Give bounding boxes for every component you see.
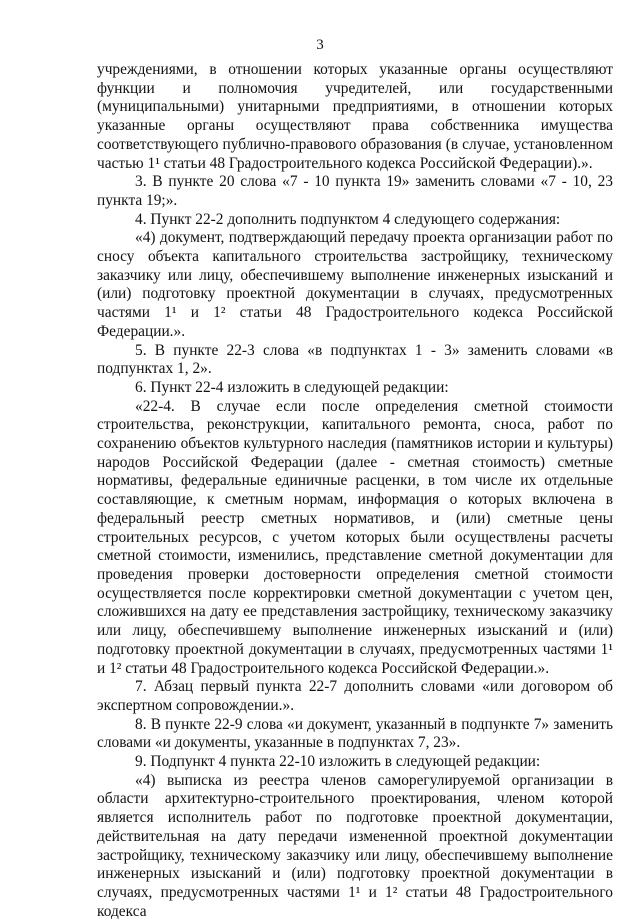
paragraph-item-7: 7. Абзац первый пункта 22-7 дополнить словами «или договором об экспертном сопровождении.». [97,678,613,714]
document-body [97,61,613,921]
paragraph-subitem-4-new: «4) выписка из реестра членов саморегулируемой организации в области архитектурно-строительного проектирования, членом которой является исполнитель работ по подготовке проектной документации, действительная на дату передачи измененной проектной документации застройщику, техническому заказчику или лицу, обеспечившему выполнение инженерных изысканий и (или) подготовку проектной документации в случаях, предусмотренных частями 1¹ и 1² статьи 48 Градостроительного кодекса [97,771,613,920]
paragraph-item-3: 3. В пункте 20 слова «7 - 10 пункта 19» заменить словами «7 - 10, 23 пункта 19;». [97,173,613,209]
paragraph-item-5: 5. В пункте 22-3 слова «в подпунктах 1 - 3» заменить словами «в подпунктах 1, 2». [97,341,613,378]
paragraph-item-9: 9. Подпункт 4 пункта 22-10 изложить в следующей редакции: [135,753,541,771]
paragraph-item-6: 6. Пункт 22-4 изложить в следующей редакции: [135,378,449,396]
paragraph-item-8: 8. В пункте 22-9 слова «и документ, указанный в подпункте 7» заменить словами «и документы, указанные в подпунктах 7, 23». [97,715,613,752]
paragraph-continuation: учреждениями, в отношении которых указанные органы осуществляют функции и полномочия учредителей, или государственными (муниципальными) унитарными предприятиями, в отношении которых указанные органы осуществляют права собственника имущества соответствующего публично-правового образования (в случае, установленном частью 1¹ статьи 48 Градостроительного кодекса Российской Федерации).». [97,61,613,172]
paragraph-clause-22-4: «22-4. В случае если после определения сметной стоимости строительства, реконструкции, капитального ремонта, сноса, работ по сохранению объектов культурного наследия (памятников истории и культуры) народов Российской Федерации (далее - сметная стоимость) сметные нормативы, федеральные единичные расценки, в том числе их отдельные составляющие, к сметным нормам, информация о которых включена в федеральный реестр сметных нормативов, и (или) сметные цены строительных ресурсов, с учетом которых были осуществлены расчеты сметной стоимости, изменились, представление сметной документации для проведения проверки достоверности определения сметной стоимости осуществляется после корректировки сметной документации с учетом цен, сложившихся на дату ее представления застройщику, техническому заказчику или лицу, обеспечившему выполнение инженерных изысканий и (или) подготовку проектной документации в случаях, предусмотренных частями 1¹ и 1² статьи 48 Градостроительного кодекса Российской Федерации.». [97,397,613,677]
paragraph-subitem-4: «4) документ, подтверждающий передачу проекта организации работ по сносу объекта капитального строительства застройщику, техническому заказчику или лицу, обеспечившему выполнение инженерных изысканий и (или) подготовку проектной документации в случаях, предусмотренных частями 1¹ и 1² статьи 48 Градостроительного кодекса Российской Федерации.». [97,229,613,340]
paragraph-item-4: 4. Пункт 22-2 дополнить подпунктом 4 следующего содержания: [135,210,561,228]
page-number: 3 [316,37,324,53]
